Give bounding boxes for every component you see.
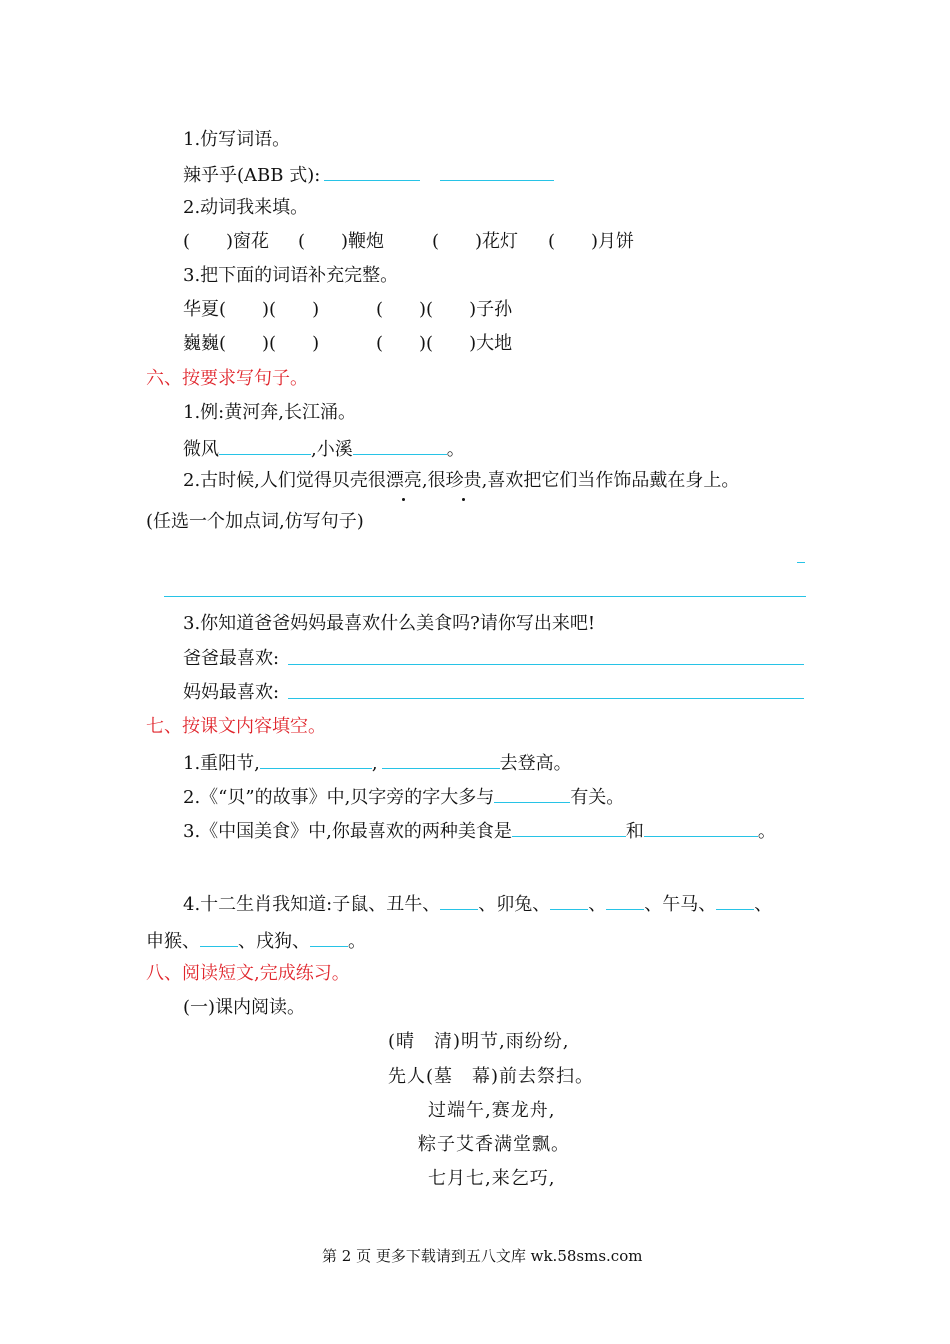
q7-1-suffix: 去登高。	[499, 753, 572, 774]
q6-2-seg2: ,很	[421, 470, 446, 491]
answer-blank[interactable]	[716, 891, 754, 910]
q7-4-f: 。	[348, 931, 366, 952]
q5-1-row	[183, 162, 554, 188]
q5-2-item-1: ( )窗花	[183, 231, 270, 252]
q7-4-line2-start: 申猴、	[146, 931, 200, 952]
poem-line-1: (晴 清)明节,雨纷纷,	[388, 1031, 570, 1052]
q7-3-mid: 和	[625, 821, 644, 842]
q6-2-sentence	[183, 469, 739, 493]
answer-blank[interactable]	[550, 891, 588, 910]
poem-line-3: 过端午,赛龙舟,	[428, 1100, 556, 1121]
q6-1-part1: 微风	[183, 439, 219, 460]
answer-blank[interactable]	[512, 818, 626, 837]
answer-blank[interactable]	[382, 750, 500, 769]
answer-blank[interactable]	[440, 162, 554, 181]
q5-1-prompt: 辣乎乎(ABB 式):	[183, 165, 321, 186]
q5-3-row2-end: ( )( )大地	[376, 333, 513, 354]
q5-3-title: 3.把下面的词语补充完整。	[183, 265, 399, 286]
q7-4-c: 、午马、	[644, 894, 717, 915]
answer-blank[interactable]	[310, 928, 348, 947]
dotted-word: 珍贵	[445, 470, 482, 491]
q6-3-mom-label: 妈妈最喜欢:	[183, 682, 280, 703]
q7-2-prefix: 2.《“贝”的故事》中,贝字旁的字大多与	[183, 787, 495, 808]
section-8-sub: (一)课内阅读。	[183, 997, 306, 1018]
q6-1-row	[183, 436, 465, 462]
answer-blank[interactable]	[606, 891, 644, 910]
q7-1-row	[183, 750, 572, 776]
answer-blank[interactable]	[260, 750, 372, 769]
q7-4-b: 、	[588, 894, 607, 915]
q6-1-title: 1.例:黄河奔,长江涌。	[183, 402, 356, 423]
q7-4-row1	[183, 891, 772, 917]
answer-blank[interactable]	[219, 436, 311, 455]
q6-2-seg3: ,喜欢把它们当作饰品戴在身上。	[481, 470, 740, 491]
answer-blank[interactable]	[644, 818, 758, 837]
q5-2-item-3: ( )花灯	[432, 231, 519, 252]
q5-2-title: 2.动词我来填。	[183, 197, 309, 218]
answer-blank[interactable]	[200, 928, 238, 947]
q5-3-row1-end: ( )( )子孙	[376, 299, 513, 320]
answer-blank[interactable]	[324, 162, 420, 181]
q7-4-d: 、	[754, 894, 773, 915]
q7-3-row	[183, 818, 776, 844]
q7-2-row	[183, 784, 624, 810]
q5-3-row1-start: 华夏( )( )	[183, 299, 320, 320]
q7-3-suffix: 。	[757, 821, 776, 842]
q7-4-a: 、卯兔、	[478, 894, 551, 915]
q7-4-row2	[146, 928, 366, 954]
q5-1-title: 1.仿写词语。	[183, 129, 291, 150]
q6-3-dad-label: 爸爸最喜欢:	[183, 648, 280, 669]
answer-blank[interactable]	[440, 891, 478, 910]
q6-2-seg1: 2.古时候,人们觉得贝壳很	[183, 470, 386, 491]
q5-2-item-2: ( )鞭炮	[298, 231, 385, 252]
dad-answer-line[interactable]	[288, 664, 804, 665]
q7-1-sep: ,	[371, 753, 378, 774]
q6-3-title: 3.你知道爸爸妈妈最喜欢什么美食吗?请你写出来吧!	[183, 613, 596, 634]
q6-1-part2: ,小溪	[311, 439, 353, 460]
poem-line-4: 粽子艾香满堂飘。	[418, 1134, 570, 1155]
dotted-word: 漂亮	[385, 470, 422, 491]
q7-4-e: 、戌狗、	[238, 931, 310, 952]
poem-line-2: 先人(墓 幕)前去祭扫。	[388, 1066, 595, 1087]
q7-1-prefix: 1.重阳节,	[183, 753, 260, 774]
q6-1-part3: 。	[446, 439, 465, 460]
q7-2-suffix: 有关。	[570, 787, 625, 808]
poem-line-5: 七月七,来乞巧,	[428, 1168, 556, 1189]
q7-3-prefix: 3.《中国美食》中,你最喜欢的两种美食是	[183, 821, 512, 842]
page-footer: 第 2 页 更多下载请到五八文库 wk.58sms.com	[322, 1247, 643, 1265]
answer-blank[interactable]	[353, 436, 447, 455]
q6-2-note: (任选一个加点词,仿写句子)	[146, 511, 364, 532]
answer-line-stub	[797, 562, 805, 563]
q5-2-item-4: ( )月饼	[548, 231, 635, 252]
answer-blank[interactable]	[494, 784, 570, 803]
q5-3-row2-start: 巍巍( )( )	[183, 333, 320, 354]
section-7-heading: 七、按课文内容填空。	[146, 716, 326, 737]
section-8-heading: 八、阅读短文,完成练习。	[146, 963, 350, 984]
q7-4-prefix: 4.十二生肖我知道:子鼠、丑牛、	[183, 894, 441, 915]
section-6-heading: 六、按要求写句子。	[146, 368, 308, 389]
answer-line[interactable]	[164, 596, 806, 597]
mom-answer-line[interactable]	[288, 698, 804, 699]
